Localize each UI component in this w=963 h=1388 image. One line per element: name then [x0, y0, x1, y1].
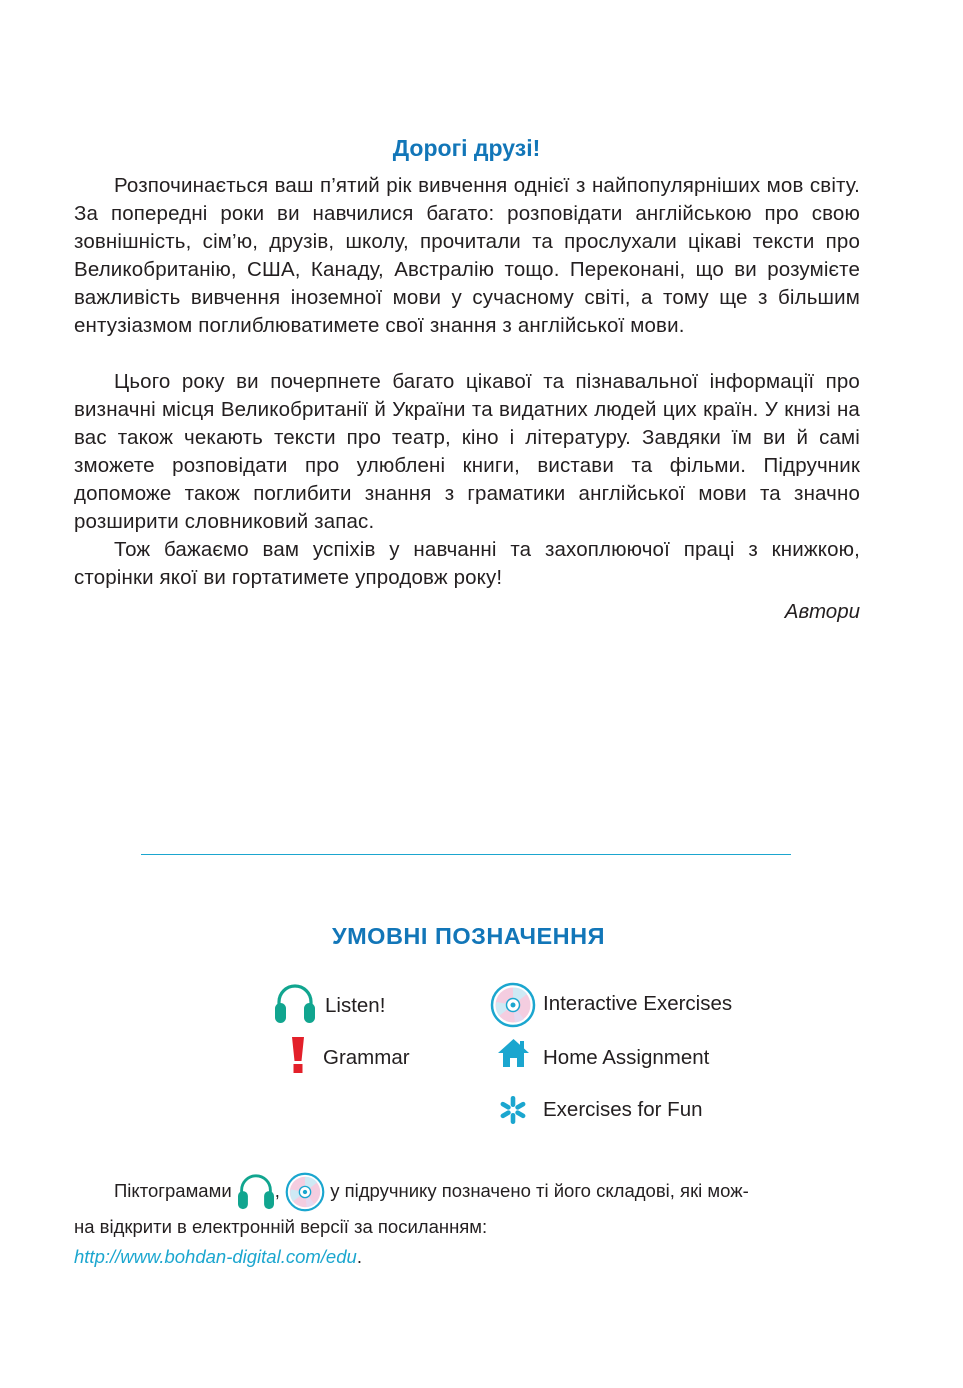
intro-paragraph-3: Тож бажаємо вам успіхів у навчанні та захоплюючої праці з книжкою, сторінки якої ви гортатимете упродовж року!: [74, 538, 860, 589]
digital-edition-link[interactable]: http://www.bohdan-digital.com/edu: [74, 1246, 357, 1267]
headphones-icon: [237, 1174, 275, 1210]
legend-label-home: Home Assignment: [543, 1046, 710, 1069]
legend-title: УМОВНІ ПОЗНАЧЕННЯ: [331, 923, 606, 949]
digital-version-note: [74, 1172, 860, 1272]
note-text-line2: на відкрити в електронній версії за посиланням:: [74, 1216, 488, 1237]
note-text-line1: у підручнику позначено ті його складові, які мож-: [330, 1179, 749, 1201]
section-divider: [141, 854, 791, 855]
signature: Автори: [784, 600, 860, 623]
exclamation-icon: [290, 1036, 306, 1074]
legend-label-interactive: Interactive Exercises: [543, 992, 733, 1015]
legend-label-fun: Exercises for Fun: [543, 1098, 703, 1121]
legend-label-grammar: Grammar: [323, 1046, 410, 1069]
page-title: Дорогі друзі!: [392, 135, 541, 161]
cd-disc-icon: [285, 1172, 325, 1212]
intro-paragraph-1: Розпочинається ваш п’ятий рік вивчення однієї з найпопулярніших мов світу. За попередні роки ви навчилися багато: розповідати англійською про свою зовнішність, сім’ю, друзів, школу, прочитали та прослухали цікаві тексти про Великобританію, США, Канаду, Австралію тощо. Переконані, що ви розумієте важливість вивчення іноземної мови у сучасному світі, а тому ще з більшим ентузіазмом поглиблюватимете свої знання з англійської мови.: [74, 174, 860, 337]
legend-label-listen: Listen!: [325, 994, 386, 1017]
house-icon: [497, 1038, 530, 1068]
cd-disc-icon: [490, 982, 536, 1028]
snowflake-icon: [499, 1095, 527, 1125]
headphones-icon: [274, 984, 316, 1024]
intro-paragraph-2: Цього року ви почерпнете багато цікавої та пізнавальної інформації про визначні місця Великобританії й України та видатних людей цих країн. У книзі на вас також чекають тексти про театр, кіно і літературу. Завдяки їм ви й самі зможете розповідати про улюблені книги, вистави та фільми. Підручник допоможе також поглибити знання з граматики англійської мови та значно розширити словниковий запас.: [74, 370, 860, 533]
note-period: .: [356, 1246, 362, 1267]
note-prefix: Піктограмами: [114, 1179, 232, 1201]
note-separator: ,: [274, 1179, 280, 1201]
